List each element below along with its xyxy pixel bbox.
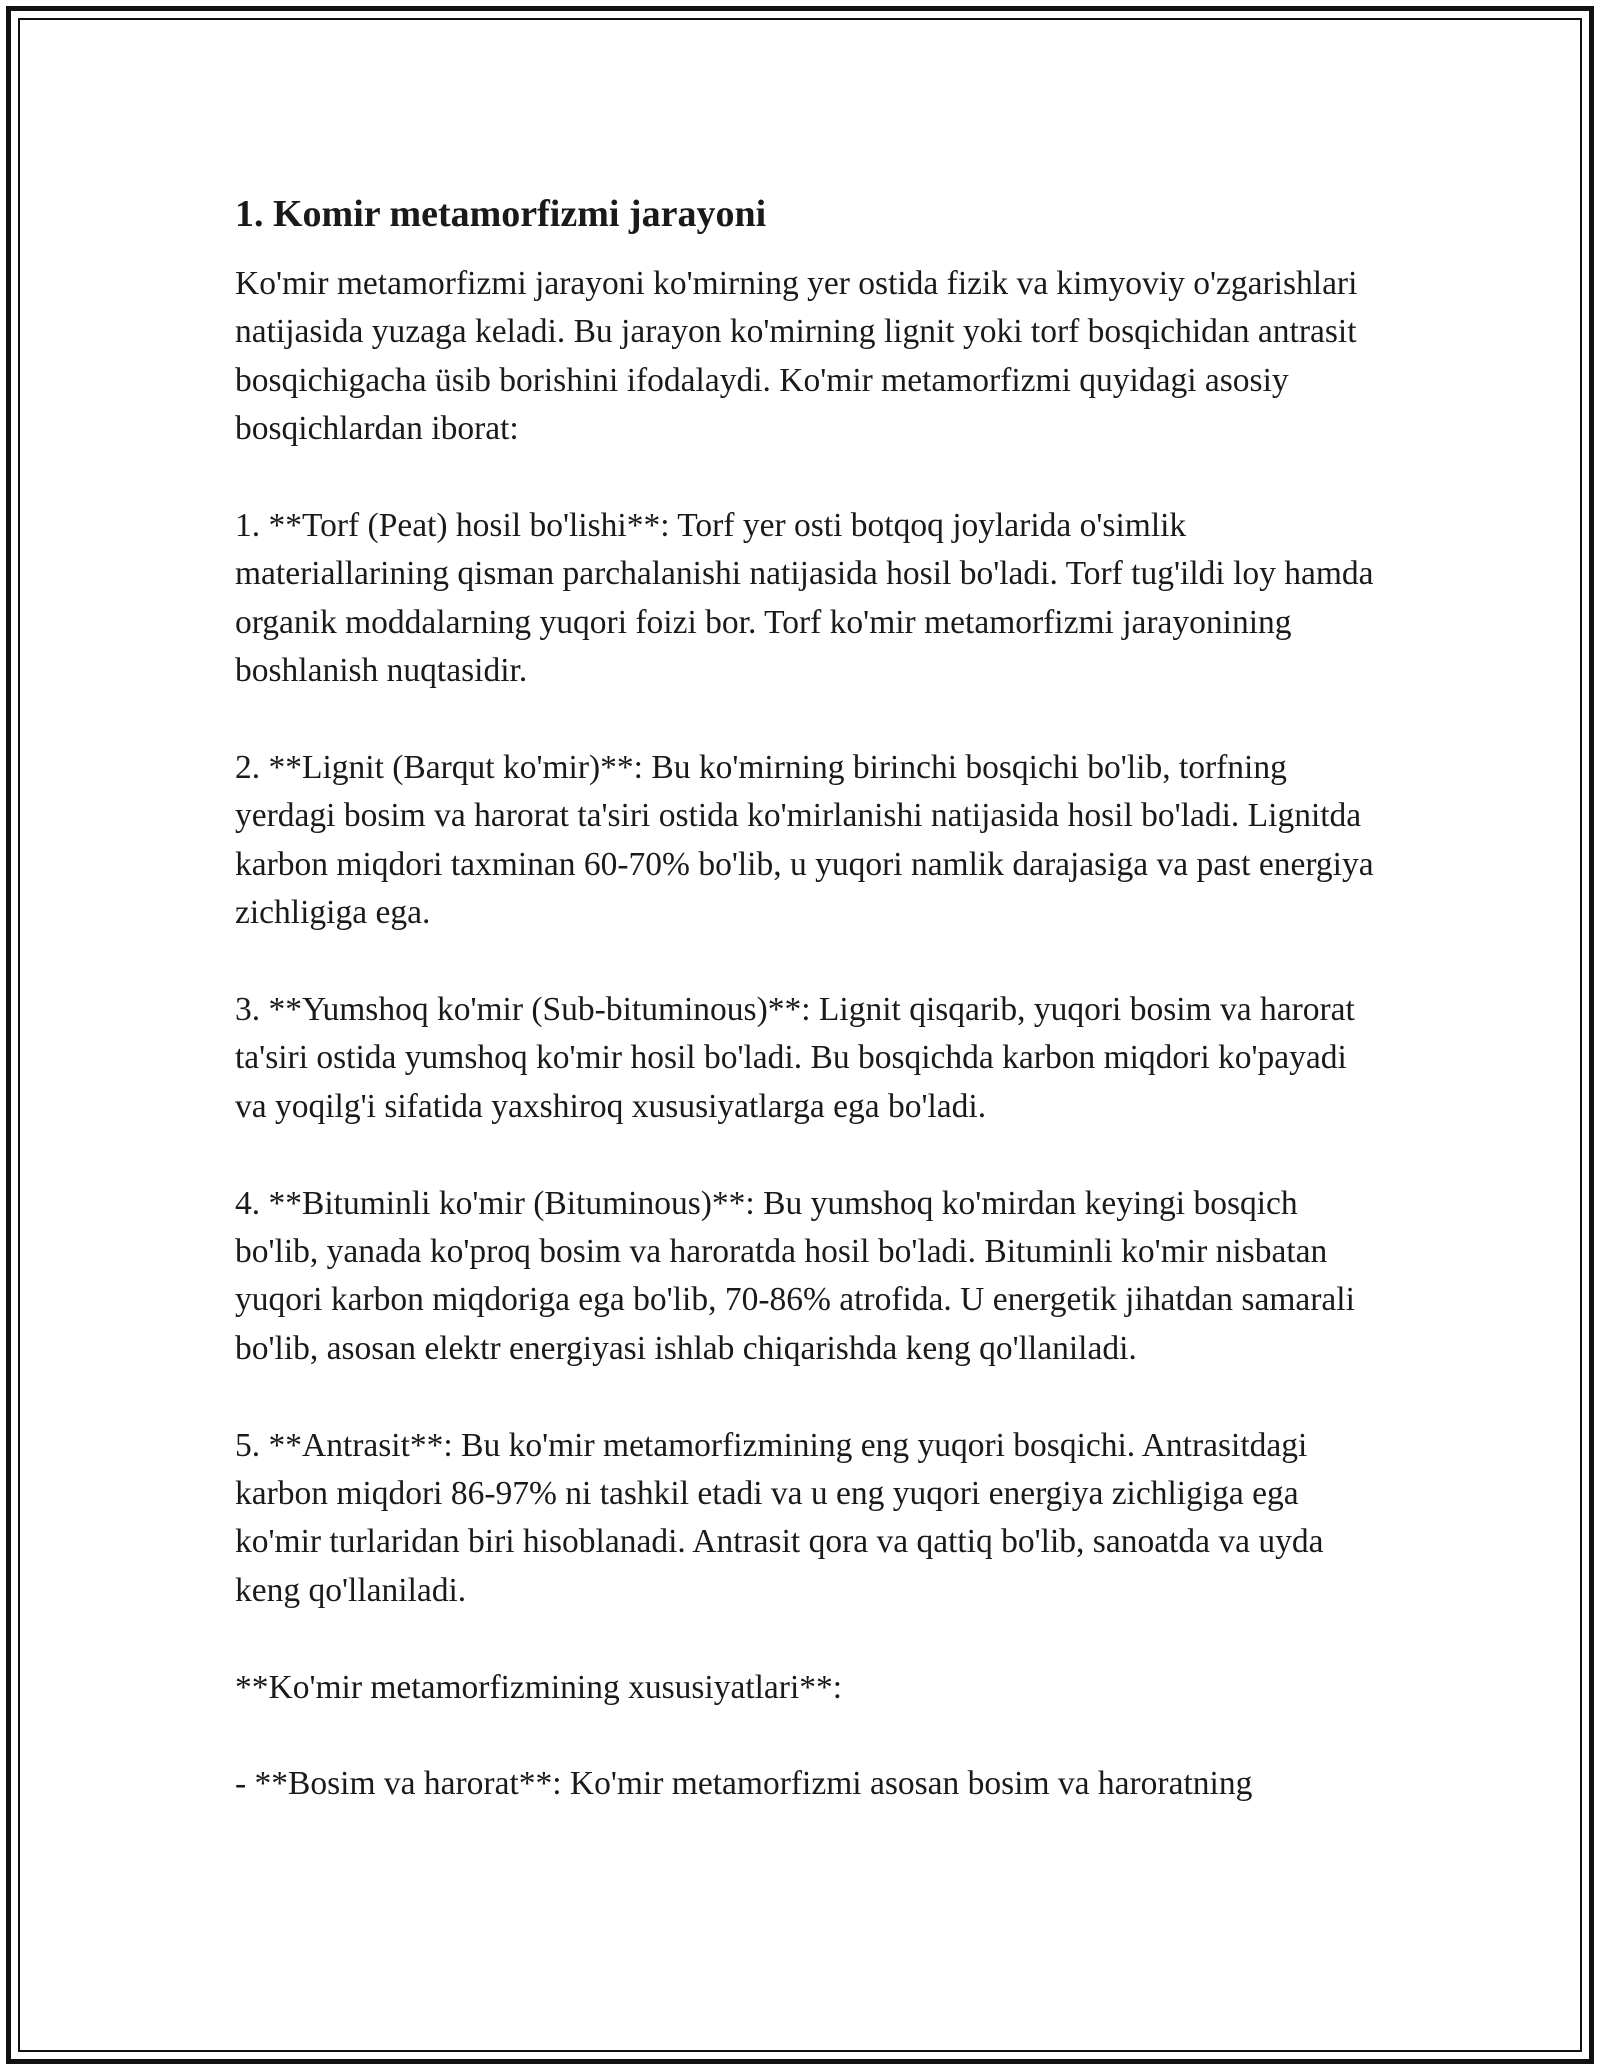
document-body <box>235 188 1385 1809</box>
stage-1-paragraph: 1. **Torf (Peat) hosil bo'lishi**: Torf yer osti botqoq joylarida o'simlik materiallarining qisman parchalanishi natijasida hosil bo'ladi. Torf tug'ildi loy hamda organik moddalarning yuqori foizi bor. Torf ko'mir metamorfizmi jarayonining boshlanish nuqtasidir. <box>235 507 1374 690</box>
section-heading: 1. Komir metamorfizmi jarayoni <box>235 193 767 235</box>
stage-3-paragraph: 3. **Yumshoq ko'mir (Sub-bituminous)**: Lignit qisqarib, yuqori bosim va harorat ta'siri ostida yumshoq ko'mir hosil bo'ladi. Bu bosqichda karbon miqdori ko'payadi va yoqilg'i sifatida yaxshiroq xususiyatlarga ega bo'ladi. <box>235 991 1355 1125</box>
stage-2-paragraph: 2. **Lignit (Barqut ko'mir)**: Bu ko'mirning birinchi bosqichi bo'lib, torfning yerdagi bosim va harorat ta'siri ostida ko'mirlanishi natijasida hosil bo'ladi. Lignitda karbon miqdori taxminan 60-70% bo'lib, u yuqori namlik darajasiga va past energiya zichligiga ega. <box>235 749 1374 932</box>
stage-4-paragraph: 4. **Bituminli ko'mir (Bituminous)**: Bu yumshoq ko'mirdan keyingi bosqich bo'lib, yanada ko'proq bosim va haroratda hosil bo'ladi. Bituminli ko'mir nisbatan yuqori karbon miqdoriga ega bo'lib, 70-86% atrofida. U energetik jihatdan samarali bo'lib, asosan elektr energiyasi ishlab chiqarishda keng qo'llaniladi. <box>235 1184 1355 1367</box>
properties-item-paragraph: - **Bosim va harorat**: Ko'mir metamorfizmi asosan bosim va haroratning <box>235 1765 1253 1803</box>
intro-paragraph: Ko'mir metamorfizmi jarayoni ko'mirning yer ostida fizik va kimyoviy o'zgarishlari natijasida yuzaga keladi. Bu jarayon ko'mirning lignit yoki torf bosqichidan antrasit bosqichigacha üsib borishini ifodalaydi. Ko'mir metamorfizmi quyidagi asosiy bosqichlardan iborat: <box>235 265 1358 448</box>
properties-heading-paragraph: **Ko'mir metamorfizmining xususiyatlari**: <box>235 1668 843 1706</box>
stage-5-paragraph: 5. **Antrasit**: Bu ko'mir metamorfizmining eng yuqori bosqichi. Antrasitdagi karbon miqdori 86-97% ni tashkil etadi va u eng yuqori energiya zichligiga ega ko'mir turlaridan biri hisoblanadi. Antrasit qora va qattiq bo'lib, sanoatda va uyda keng qo'llaniladi. <box>235 1426 1324 1609</box>
